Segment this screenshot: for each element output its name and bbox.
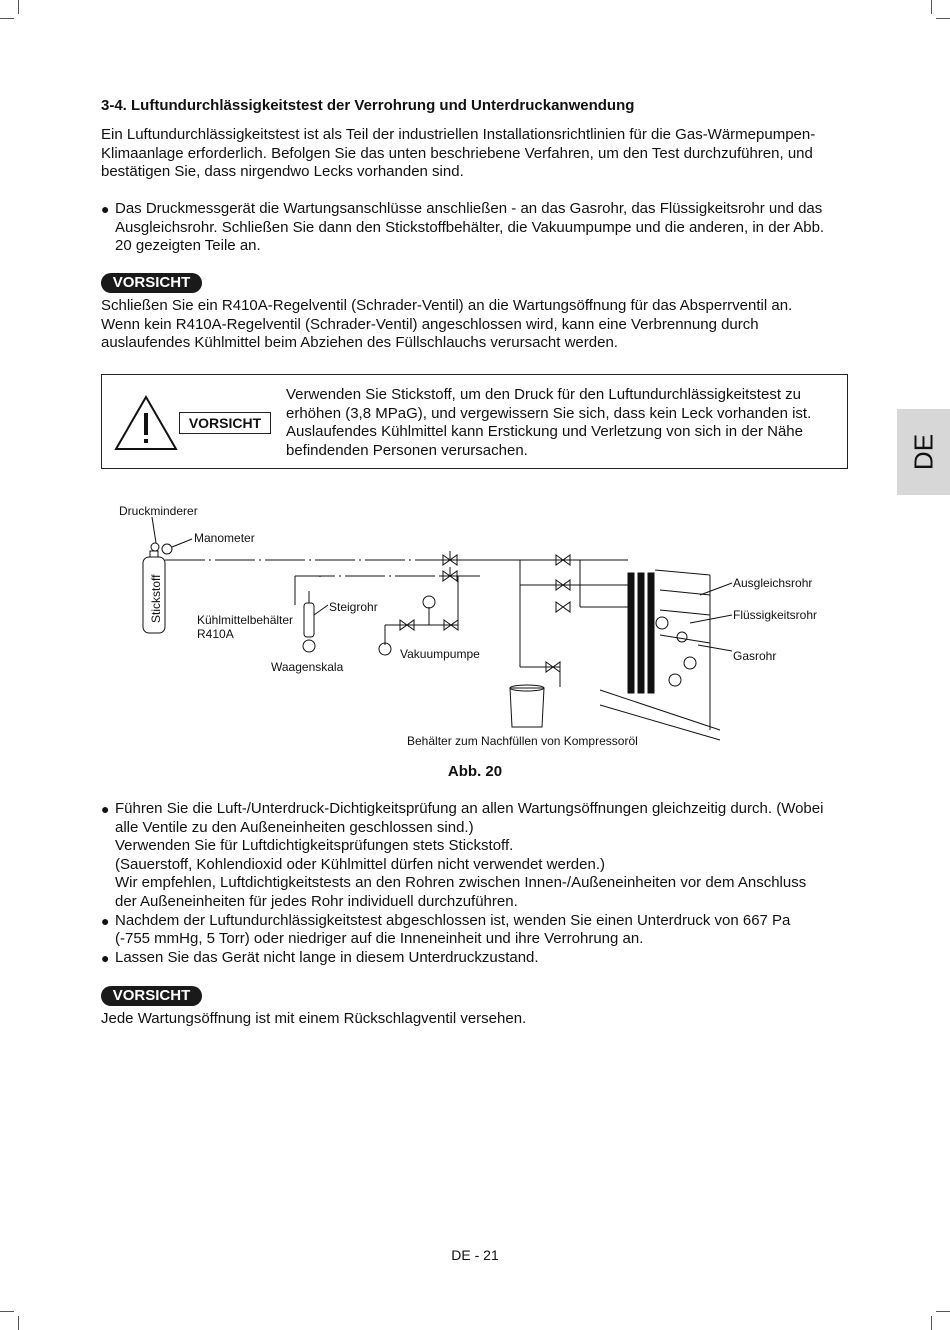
bullet-list-1: [101, 200, 861, 256]
label-r410a: R410A: [197, 627, 234, 641]
caution-line: Schließen Sie ein R410A-Regelventil (Schrader-Ventil) an die Wartungsöffnung für das Absperrventil an.: [101, 297, 793, 314]
label-druckminderer: Druckminderer: [119, 504, 198, 518]
figure-caption: Abb. 20: [447, 763, 503, 780]
refrigerant-container: [304, 603, 314, 637]
intro-paragraph: [101, 126, 861, 182]
list-item-line: 20 gezeigten Teile an.: [115, 237, 261, 255]
caution-line: auslaufendes Kühlmittel beim Abziehen des Füllschlauchs verursacht werden.: [101, 334, 618, 352]
caution-paragraph: [101, 297, 861, 353]
list-item-line: Nachdem der Luftundurchlässigkeitstest abgeschlossen ist, wenden Sie einen Unterdruck von 667 Pa: [115, 911, 791, 929]
bullet-dot: ●: [101, 801, 110, 817]
label-stickstoff: Stickstoff: [149, 574, 163, 623]
warning-text: [286, 386, 836, 460]
language-tab: [897, 409, 950, 495]
cylinder-valve: [150, 551, 158, 557]
list-item-line: Wir empfehlen, Luftdichtigkeitstests an den Rohren zwischen Innen-/Außeneinheiten vor dem Anschluss: [115, 874, 807, 892]
crop-mark-left-bottom: [0, 1311, 14, 1312]
list-item-line: der Außeneinheiten für jedes Rohr individuell durchzuführen.: [115, 892, 518, 910]
oil-beaker-icon: [510, 688, 544, 727]
language-tab-label: DE: [908, 433, 938, 471]
section-heading: 3-4. Luftundurchlässigkeitstest der Verrohrung und Unterdruckanwendung: [101, 97, 635, 114]
outdoor-unit-icon: [600, 570, 720, 740]
bullet-dot: ●: [101, 949, 110, 966]
crop-mark-right-top: [936, 18, 950, 19]
crop-mark-top-right: [931, 0, 932, 14]
crop-mark-bottom-right: [931, 1316, 932, 1330]
vacuum-gauge: [423, 596, 435, 608]
list-item-line: Ausgleichsrohr. Schließen Sie dann den Stickstoffbehälter, die Vakuumpumpe und die anderen, in der Abb.: [115, 218, 825, 236]
pressure-reducer: [151, 543, 159, 551]
crop-mark-right-bottom: [936, 1311, 950, 1312]
list-item-line: alle Ventile zu den Außeneinheiten geschlossen sind.): [115, 818, 474, 836]
list-item-line: Das Druckmessgerät die Wartungsanschlüsse anschließen - an das Gasrohr, das Flüssigkeitsrohr und das: [115, 200, 823, 217]
label-fluessigkeitsrohr: Flüssigkeitsrohr: [733, 608, 818, 622]
leader-gasrohr: [698, 645, 732, 651]
warning-box: [101, 374, 848, 469]
warning-line: Auslaufendes Kühlmittel kann Erstickung und Verletzung von sich in der Nähe: [286, 423, 803, 441]
bullet-dot: ●: [101, 912, 110, 929]
leader-steigrohr: [314, 605, 328, 615]
warning-triangle-icon: [114, 395, 178, 451]
bullet-dot: ●: [101, 201, 110, 217]
caution-line: Wenn kein R410A-Regelventil (Schrader-Ventil) angeschlossen wird, kann eine Verbrennung durch: [101, 315, 759, 333]
caution-badge: VORSICHT: [101, 273, 202, 293]
manometer-gauge: [162, 544, 172, 554]
list-item: [101, 949, 861, 968]
list-item: [101, 200, 861, 256]
crop-mark-top-left: [18, 0, 19, 14]
label-kuehlmittelbehaelter: Kühlmittelbehälter: [197, 613, 294, 627]
warning-label: VORSICHT: [179, 412, 271, 434]
label-ausgleichsrohr: Ausgleichsrohr: [733, 576, 813, 590]
valve-3: [556, 602, 570, 612]
intro-line: bestätigen Sie, dass nirgendwo Lecks vorhanden sind.: [101, 163, 464, 181]
list-item-line: Führen Sie die Luft-/Unterdruck-Dichtigkeitsprüfung an allen Wartungsöffnungen gleichzeitig durch. (Wobei: [115, 800, 824, 817]
list-item: [101, 800, 861, 912]
crop-mark-bottom-left: [18, 1316, 19, 1330]
bullet-list-2: [101, 800, 861, 967]
label-steigrohr: Steigrohr: [329, 600, 378, 614]
page-number: DE - 21: [451, 1247, 499, 1263]
list-item: [101, 912, 861, 949]
leader-manometer: [172, 539, 192, 547]
list-item-line: Verwenden Sie für Luftdichtigkeitsprüfungen stets Stickstoff.: [115, 837, 514, 855]
label-manometer: Manometer: [194, 531, 255, 545]
list-item-line: (-755 mmHg, 5 Torr) oder niedriger auf die Inneneinheit und ihre Verrohrung an.: [115, 930, 644, 948]
intro-line: Ein Luftundurchlässigkeitstest ist als Teil der industriellen Installationsrichtlinien für die Gas-Wärmepumpen-: [101, 126, 816, 143]
leader-ausgleichsrohr: [700, 583, 732, 595]
intro-line: Klimaanlage erforderlich. Befolgen Sie das unten beschriebene Verfahren, um den Test durchzuführen, und: [101, 144, 813, 162]
warning-line: Verwenden Sie Stickstoff, um den Druck für den Luftundurchlässigkeitstest zu: [286, 386, 801, 403]
leader-fluessigkeitsrohr: [690, 615, 732, 623]
piping-diagram: [100, 495, 840, 755]
label-behaelter-oel: Behälter zum Nachfüllen von Kompressoröl: [407, 734, 638, 748]
label-vakuumpumpe: Vakuumpumpe: [400, 647, 480, 661]
caution-paragraph-2: Jede Wartungsöffnung ist mit einem Rückschlagventil versehen.: [101, 1010, 527, 1027]
warning-line: befindenden Personen verursachen.: [286, 441, 528, 459]
crop-mark-left-top: [0, 18, 14, 19]
warning-line: erhöhen (3,8 MPaG), und vergewissern Sie sich, dass kein Leck vorhanden ist.: [286, 404, 812, 422]
label-waagenskala: Waagenskala: [271, 660, 344, 674]
caution-badge-2: VORSICHT: [101, 986, 202, 1006]
leader-druckminderer: [152, 517, 156, 543]
label-gasrohr: Gasrohr: [733, 649, 777, 663]
scale-icon: [303, 640, 315, 652]
list-item-line: Lassen Sie das Gerät nicht lange in diesem Unterdruckzustand.: [115, 948, 539, 966]
list-item-line: (Sauerstoff, Kohlendioxid oder Kühlmittel dürfen nicht verwendet werden.): [115, 855, 605, 873]
